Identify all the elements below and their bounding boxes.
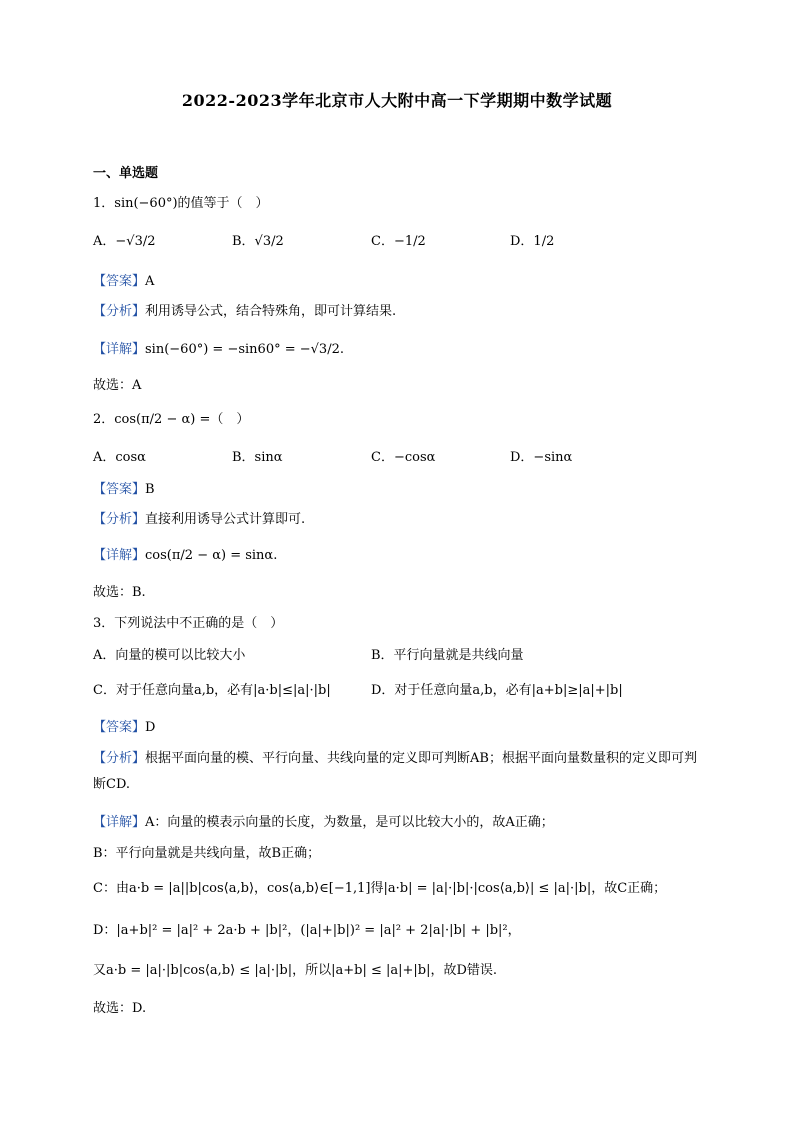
q1-analysis-tag: 【分析】 (93, 304, 146, 319)
q2-answer-tag: 【答案】 (93, 482, 146, 497)
q2-option-b: B．sinα (232, 450, 283, 465)
q1-option-d: D．1/2 (510, 234, 555, 249)
q3-detail-a: A：向量的模表示向量的长度，为数量，是可以比较大小的，故A正确； (145, 815, 554, 830)
q1-answer-tag: 【答案】 (93, 274, 146, 289)
q2-detail-tag: 【详解】 (93, 548, 146, 563)
q3-detail-d1: D：|a+b|² = |a|² + 2a·b + |b|²，(|a|+|b|)² = |a|² + 2|a|·|b| + |b|²， (93, 923, 521, 938)
q2-detail: cos(π/2 − α) = sinα. (145, 548, 278, 563)
q3-analysis: 根据平面向量的模、平行向量、共线向量的定义即可判断AB；根据平面向量数量积的定义即可判断CD. (93, 751, 697, 792)
q2-stem: 2．cos(π/2 − α) =（ ） (93, 412, 250, 427)
q2-option-c: C．−cosα (371, 450, 436, 465)
q1-analysis: 利用诱导公式，结合特殊角，即可计算结果. (145, 304, 397, 319)
q2-option-a: A．cosα (93, 450, 146, 465)
q1-detail-tag: 【详解】 (93, 342, 146, 357)
q3-detail-tag: 【详解】 (93, 815, 146, 830)
q1-detail-line (93, 341, 344, 359)
q3-analysis-tag: 【分析】 (93, 751, 146, 766)
q3-answer: D (145, 720, 156, 735)
q3-option-a: A．向量的模可以比较大小 (93, 648, 246, 663)
q3-option-d: D．对于任意向量a,b，必有|a+b|≥|a|+|b| (371, 683, 623, 698)
q2-answer: B (145, 482, 155, 497)
q1-choice: 故选：A (93, 378, 142, 393)
q2-analysis: 直接利用诱导公式计算即可. (145, 512, 306, 527)
q1-analysis-line (93, 303, 396, 321)
q2-choice: 故选：B. (93, 585, 146, 600)
q1-answer: A (145, 274, 155, 289)
q1-stem: 1．sin(−60°)的值等于（ ） (93, 196, 269, 211)
q2-answer-line (93, 481, 155, 499)
q3-answer-line (93, 719, 155, 737)
q2-analysis-tag: 【分析】 (93, 512, 146, 527)
q1-detail: sin(−60°) = −sin60° = −√3/2. (145, 342, 344, 357)
q3-option-c: C．对于任意向量a,b，必有|a·b|≤|a|·|b| (93, 683, 331, 698)
document-title: 2022-2023学年北京市人大附中高一下学期期中数学试题 (181, 91, 613, 110)
q3-option-b: B．平行向量就是共线向量 (371, 648, 524, 663)
q3-detail-c: C：由a·b = |a||b|cos⟨a,b⟩，cos⟨a,b⟩∈[−1,1]得|a·b| = |a|·|b|·|cos⟨a,b⟩| ≤ |a|·|b|，故C正确； (93, 881, 667, 896)
q2-detail-line (93, 547, 277, 565)
q1-option-b: B．√3/2 (232, 234, 284, 249)
section-heading: 一、单选题 (93, 166, 159, 181)
q2-analysis-line (93, 511, 305, 529)
q1-answer-line (93, 273, 154, 291)
q2-option-d: D．−sinα (510, 450, 573, 465)
q1-option-a: A．−√3/2 (93, 234, 156, 249)
q3-analysis-line (93, 746, 708, 798)
q3-detail-d2: 又a·b = |a|·|b|cos⟨a,b⟩ ≤ |a|·|b|，所以|a+b| ≤ |a|+|b|，故D错误. (93, 963, 498, 978)
q3-detail-line (93, 814, 554, 832)
q3-choice: 故选：D. (93, 1001, 147, 1016)
q3-stem: 3．下列说法中不正确的是（ ） (93, 616, 284, 631)
q3-detail-b: B：平行向量就是共线向量，故B正确； (93, 846, 321, 861)
q3-answer-tag: 【答案】 (93, 720, 146, 735)
q1-option-c: C．−1/2 (371, 234, 426, 249)
